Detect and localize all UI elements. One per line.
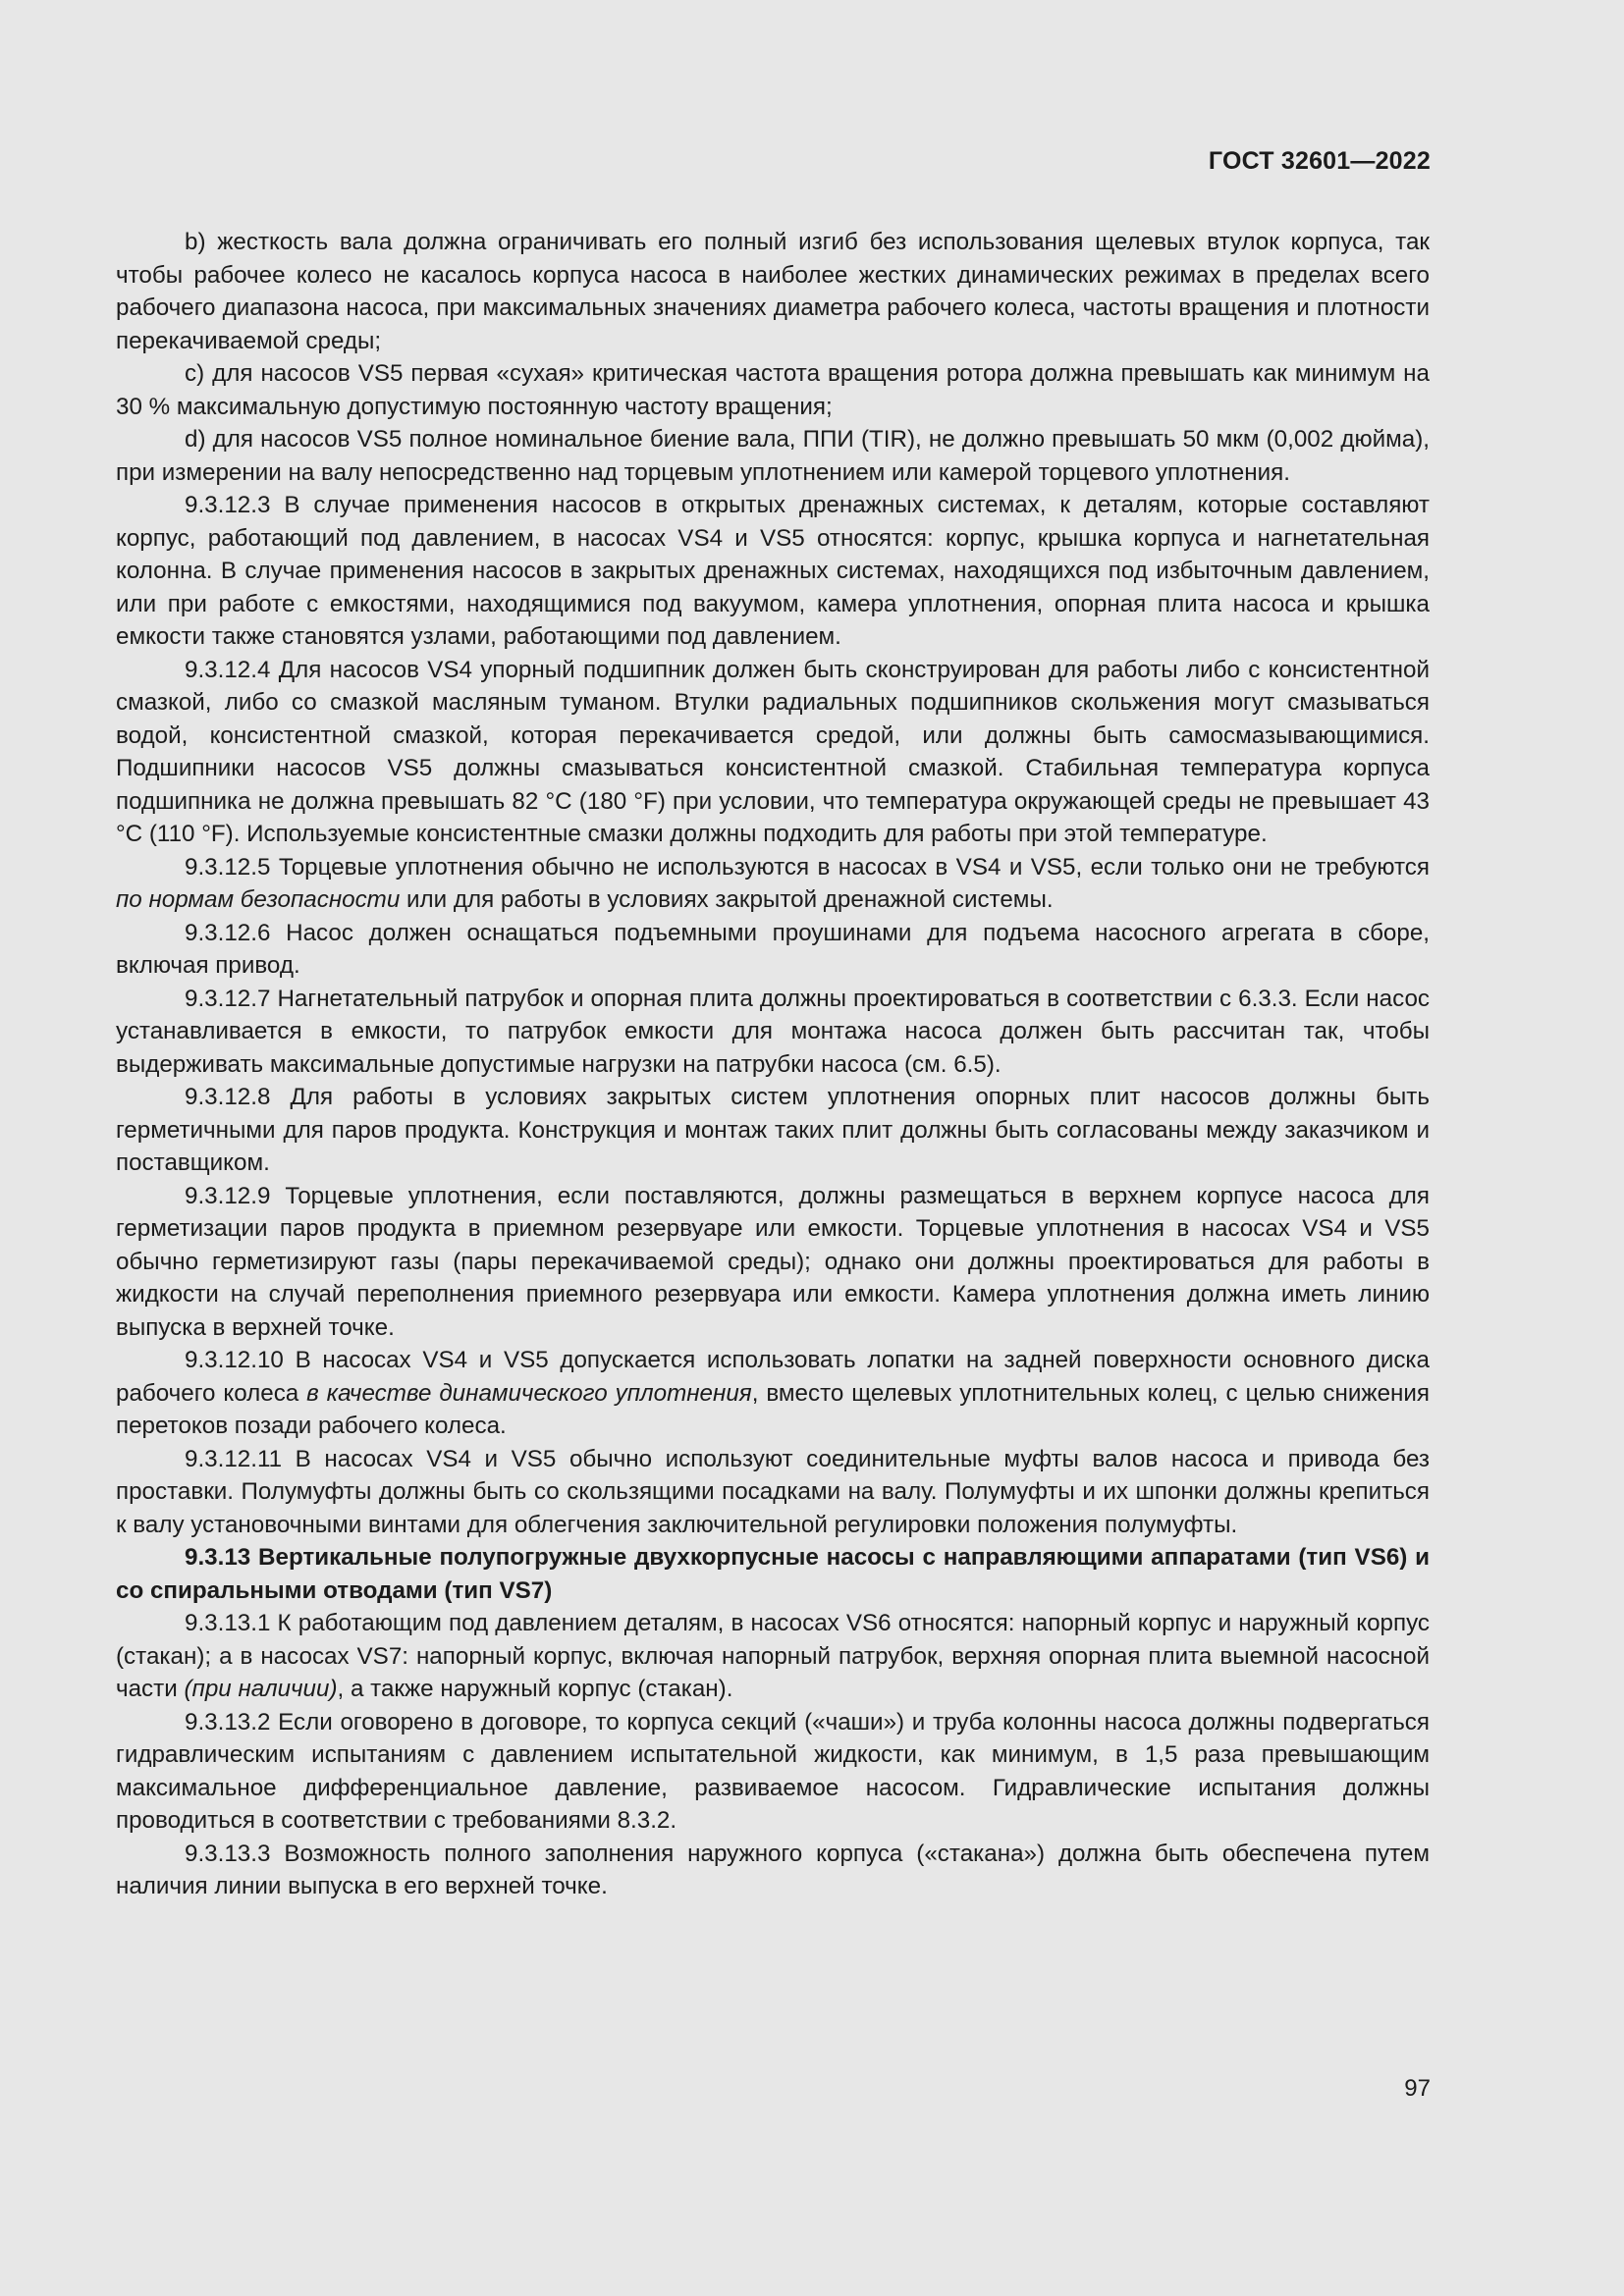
paragraph-emphasis: в качестве динамического уплотнения <box>306 1379 752 1407</box>
document-body <box>116 226 1430 1903</box>
paragraph-text: , вместо щелевых уплотнительных колец, с целью снижения перетоков позади рабочего колеса. <box>116 1379 1430 1439</box>
paragraph-b: b) жесткость вала должна ограничивать его полный изгиб без использования щелевых втулок корпуса, так чтобы рабочее колесо не касалось корпуса насоса в наиболее жестких динамических режимах в пределах всего рабочего диапазона насоса, при максимальных значениях диаметра рабочего колеса, частоты вращения и плотности перекачиваемой среды; <box>116 229 1430 354</box>
section-heading-9-3-13: 9.3.13 Вертикальные полупогружные двухкорпусные насосы с направляющими аппаратами (тип VS6) и со спиральными отводами (тип VS7) <box>116 1544 1430 1604</box>
paragraph-text: или для работы в условиях закрытой дренажной системы. <box>400 886 1054 913</box>
paragraph-9-3-12-9: 9.3.12.9 Торцевые уплотнения, если поставляются, должны размещаться в верхнем корпусе насоса для герметизации паров продукта в приемном резервуаре или емкости. Торцевые уплотнения в насосах VS4 и VS5 обычно герметизируют газы (пары перекачиваемой среды); однако они должны проектироваться для работы в жидкости на случай переполнения приемного резервуара или емкости. Камера уплотнения должна иметь линию выпуска в верхней точке. <box>116 1182 1430 1341</box>
paragraph-9-3-12-11: 9.3.12.11 В насосах VS4 и VS5 обычно используют соединительные муфты валов насоса и привода без проставки. Полумуфты должны быть со скользящими посадками на валу. Полумуфты и их шпонки должны крепиться к валу установочными винтами для облегчения заключительной регулировки положения полумуфты. <box>116 1445 1430 1538</box>
paragraph-9-3-12-10 <box>116 1344 1430 1443</box>
paragraph-emphasis: по нормам безопасности <box>116 886 401 913</box>
paragraph-d: d) для насосов VS5 полное номинальное биение вала, ППИ (TIR), не должно превышать 50 мкм (0,002 дюйма), при измерении на валу непосредственно над торцевым уплотнением или камерой торцевого уплотнения. <box>116 426 1430 486</box>
standard-header: ГОСТ 32601—2022 <box>1208 147 1431 175</box>
paragraph-9-3-13-3: 9.3.13.3 Возможность полного заполнения наружного корпуса («стакана») должна быть обеспечена путем наличия линии выпуска в его верхней точке. <box>116 1840 1430 1899</box>
paragraph-9-3-12-4: 9.3.12.4 Для насосов VS4 упорный подшипник должен быть сконструирован для работы либо с консистентной смазкой, либо со смазкой масляным туманом. Втулки радиальных подшипников скольжения могут смазываться водой, консистентной смазкой, которая перекачивается средой, или должны быть самосмазывающимися. Подшипники насосов VS5 должны смазываться консистентной смазкой. Стабильная температура корпуса подшипника не должна превышать 82 °C (180 °F) при условии, что температура окружающей среды не превышает 43 °C (110 °F). Используемые консистентные смазки должны подходить для работы при этой температуре. <box>116 656 1430 847</box>
paragraph-c: c) для насосов VS5 первая «сухая» критическая частота вращения ротора должна превышать как минимум на 30 % максимальную допустимую постоянную частоту вращения; <box>116 360 1430 420</box>
paragraph-9-3-12-8: 9.3.12.8 Для работы в условиях закрытых систем уплотнения опорных плит насосов должны быть герметичными для паров продукта. Конструкция и монтаж таких плит должны быть согласованы между заказчиком и поставщиком. <box>116 1084 1430 1176</box>
paragraph-9-3-13-2: 9.3.13.2 Если оговорено в договоре, то корпуса секций («чаши») и труба колонны насоса должны подвергаться гидравлическим испытаниям с давлением испытательной жидкости, как минимум, в 1,5 раза превышающим максимальное дифференциальное давление, развиваемое насосом. Гидравлические испытания должны проводиться в соответствии с требованиями 8.3.2. <box>116 1708 1430 1834</box>
paragraph-emphasis: (при наличии) <box>184 1676 338 1702</box>
paragraph-text: 9.3.13.1 К работающим под давлением деталям, в насосах VS6 относятся: напорный корпус и наружный корпус (стакан); а в насосах VS7: напорный корпус, включая напорный патрубок, верхняя опорная плита выемной насосной части <box>116 1610 1430 1702</box>
paragraph-text: , а также наружный корпус (стакан). <box>337 1676 733 1702</box>
paragraph-9-3-12-7: 9.3.12.7 Нагнетательный патрубок и опорная плита должны проектироваться в соответствии с 6.3.3. Если насос устанавливается в емкости, то патрубок емкости для монтажа насоса должен быть рассчитан так, чтобы выдерживать максимальные допустимые нагрузки на патрубки насоса (см. 6.5). <box>116 985 1430 1078</box>
paragraph-9-3-13-1 <box>116 1607 1430 1706</box>
paragraph-text: 9.3.12.10 В насосах VS4 и VS5 допускается использовать лопатки на задней поверхности основного диска рабочего колеса <box>116 1347 1430 1407</box>
paragraph-text: 9.3.12.5 Торцевые уплотнения обычно не используются в насосах в VS4 и VS5, если только они не требуются <box>185 853 1430 881</box>
paragraph-9-3-12-3: 9.3.12.3 В случае применения насосов в открытых дренажных системах, к деталям, которые составляют корпус, работающий под давлением, в насосах VS4 и VS5 относятся: корпус, крышка корпуса и нагнетательная колонна. В случае применения насосов в закрытых дренажных системах, находящихся под избыточным давлением, или при работе с емкостями, находящимися под вакуумом, камера уплотнения, опорная плита насоса и крышка емкости также становятся узлами, работающими под давлением. <box>116 492 1430 650</box>
page-number: 97 <box>1404 2075 1431 2102</box>
paragraph-9-3-12-5 <box>116 851 1430 917</box>
paragraph-9-3-12-6: 9.3.12.6 Насос должен оснащаться подъемными проушинами для подъема насосного агрегата в сборе, включая привод. <box>116 919 1430 979</box>
